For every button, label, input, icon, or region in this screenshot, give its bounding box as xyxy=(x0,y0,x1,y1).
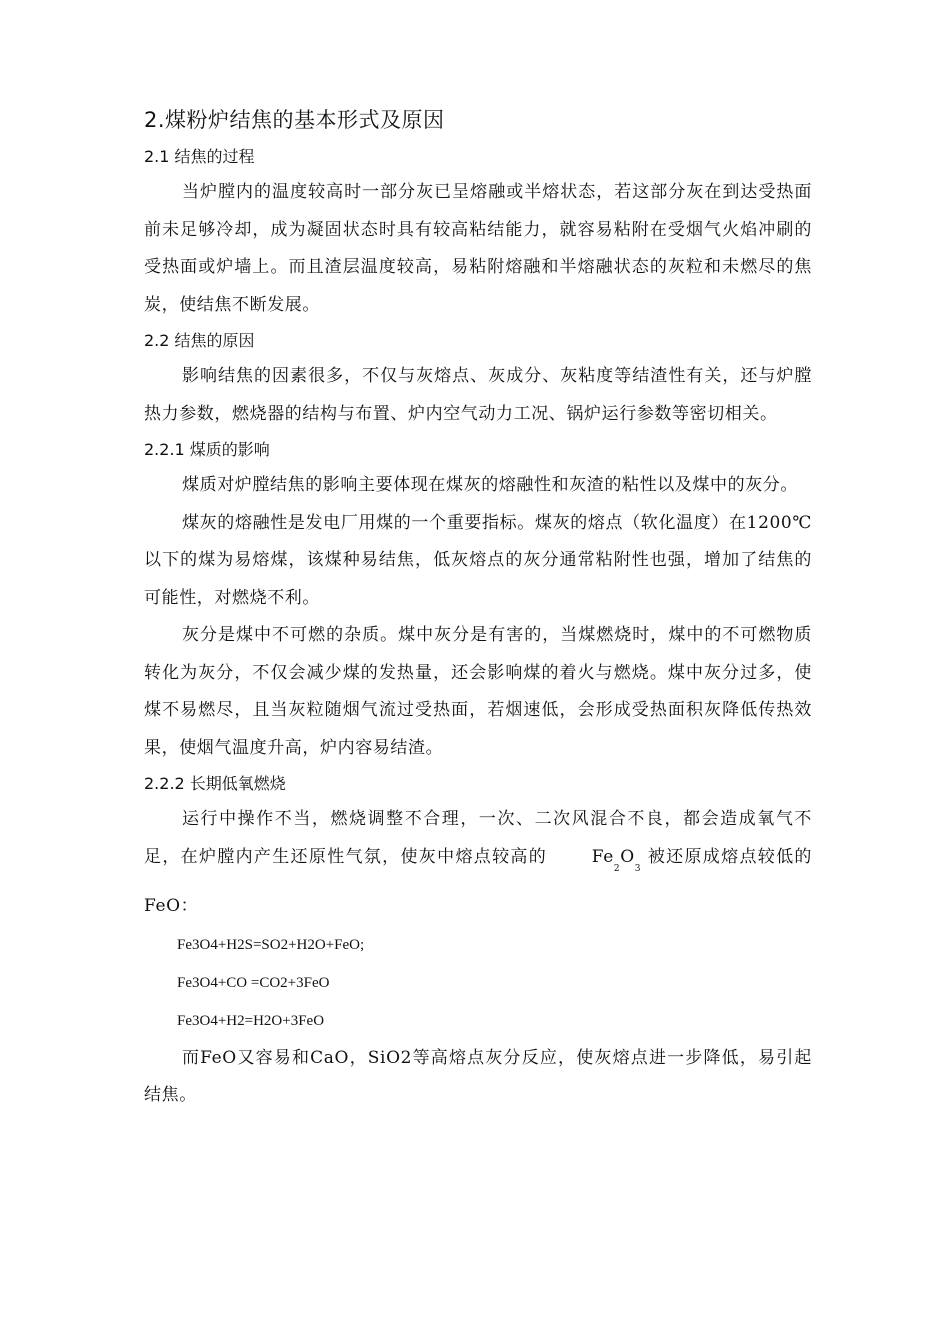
paragraph-2-2-2-a xyxy=(144,801,812,926)
equation-3: Fe3O4+H2=H2O+3FeO xyxy=(177,1012,325,1029)
heading-2-1: 2.1 结焦的过程 xyxy=(144,147,255,166)
equation-2: Fe3O4+CO =CO2+3FeO xyxy=(177,974,330,991)
formula-fe: Fe xyxy=(591,846,614,867)
document-body xyxy=(144,102,812,1115)
paragraph-2-1: 当炉膛内的温度较高时一部分灰已呈熔融或半熔状态，若这部分灰在到达受热面前未足够冷却，成为凝固状态时具有较高粘结能力，就容易粘附在受烟气火焰冲刷的受热面或炉墙上。而且渣层温度较高，易粘附熔融和半熔融状态的灰粒和未燃尽的焦炭，使结焦不断发展。 xyxy=(144,182,812,315)
fe2o3-formula xyxy=(554,839,641,889)
heading-2-2-2: 2.2.2 长期低氧燃烧 xyxy=(144,774,286,793)
paragraph-text-before: 运行中操作不当，燃烧调整不合理，一次、二次风混合不良，都会造成氧气不足，在炉膛内产生还原性气氛，使灰中熔点较高的 xyxy=(144,809,812,867)
formula-sub-3: 3 xyxy=(634,863,642,874)
paragraph-text-after: 被还原成熔点较低的FeO： xyxy=(144,846,813,916)
formula-o: O xyxy=(620,846,635,867)
paragraph-2-2-1-b: 煤灰的熔融性是发电厂用煤的一个重要指标。煤灰的熔点（软化温度）在1200℃以下的煤为易熔煤，该煤种易结焦，低灰熔点的灰分通常粘附性也强，增加了结焦的可能性，对燃烧不利。 xyxy=(144,512,812,608)
section-title: 2.煤粉炉结焦的基本形式及原因 xyxy=(144,108,445,132)
heading-2-2: 2.2 结焦的原因 xyxy=(144,331,255,350)
paragraph-2-2-1-a: 煤质对炉膛结焦的影响主要体现在煤灰的熔融性和灰渣的粘性以及煤中的灰分。 xyxy=(182,475,798,495)
paragraph-2-2-1-c: 灰分是煤中不可燃的杂质。煤中灰分是有害的，当煤燃烧时，煤中的不可燃物质转化为灰分，不仅会减少煤的发热量，还会影响煤的着火与燃烧。煤中灰分过多，使煤不易燃尽，且当灰粒随烟气流过受热面，若烟速低，会形成受热面积灰降低传热效果，使烟气温度升高，炉内容易结渣。 xyxy=(144,625,812,758)
paragraph-2-2: 影响结焦的因素很多，不仅与灰熔点、灰成分、灰粘度等结渣性有关，还与炉膛热力参数，燃烧器的结构与布置、炉内空气动力工况、锅炉运行参数等密切相关。 xyxy=(144,366,812,424)
formula-sub-2: 2 xyxy=(613,863,621,874)
paragraph-2-2-2-b: 而FeO又容易和CaO，SiO2等高熔点灰分反应，使灰熔点进一步降低，易引起结焦。 xyxy=(144,1047,812,1105)
equation-1: Fe3O4+H2S=SO2+H2O+FeO; xyxy=(177,936,365,953)
heading-2-2-1: 2.2.1 煤质的影响 xyxy=(144,440,270,459)
